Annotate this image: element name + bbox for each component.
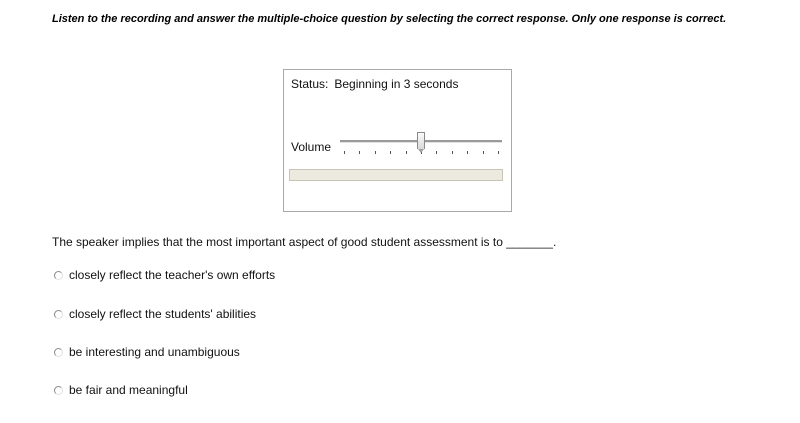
volume-tick	[467, 151, 468, 154]
answer-option-1[interactable]	[54, 268, 275, 282]
volume-tick	[406, 151, 407, 154]
volume-tick	[390, 151, 391, 154]
answer-option-3[interactable]	[54, 345, 240, 359]
status-label: Status:	[291, 77, 329, 91]
volume-slider[interactable]	[340, 132, 502, 156]
status-value: Beginning in 3 seconds	[334, 77, 459, 91]
volume-tick	[359, 151, 360, 154]
answer-option-label: closely reflect the students' abilities	[69, 307, 257, 321]
playback-progress-bar	[289, 169, 503, 181]
volume-tick	[375, 151, 376, 154]
answer-option-2[interactable]	[54, 307, 256, 321]
volume-tick	[452, 151, 453, 154]
answer-option-4[interactable]	[54, 383, 188, 397]
volume-tick	[344, 151, 345, 154]
instructions-text: Listen to the recording and answer the multiple-choice question by selecting the correct response. Only one response is correct.	[52, 13, 727, 25]
answer-option-label: be interesting and unambiguous	[69, 345, 240, 359]
radio-button-icon[interactable]	[54, 348, 63, 357]
status-row	[291, 77, 458, 91]
answer-option-label: be fair and meaningful	[69, 383, 188, 397]
volume-tick	[498, 151, 499, 154]
radio-button-icon[interactable]	[54, 310, 63, 319]
radio-button-icon[interactable]	[54, 386, 63, 395]
answer-option-label: closely reflect the teacher's own efforts	[69, 268, 276, 282]
volume-tick	[436, 151, 437, 154]
audio-player	[283, 69, 512, 212]
volume-label: Volume	[291, 140, 332, 154]
volume-tick	[483, 151, 484, 154]
question-text: The speaker implies that the most important aspect of good student assessment is to _______.	[52, 235, 557, 249]
volume-slider-thumb[interactable]	[417, 132, 425, 149]
radio-button-icon[interactable]	[54, 271, 63, 280]
